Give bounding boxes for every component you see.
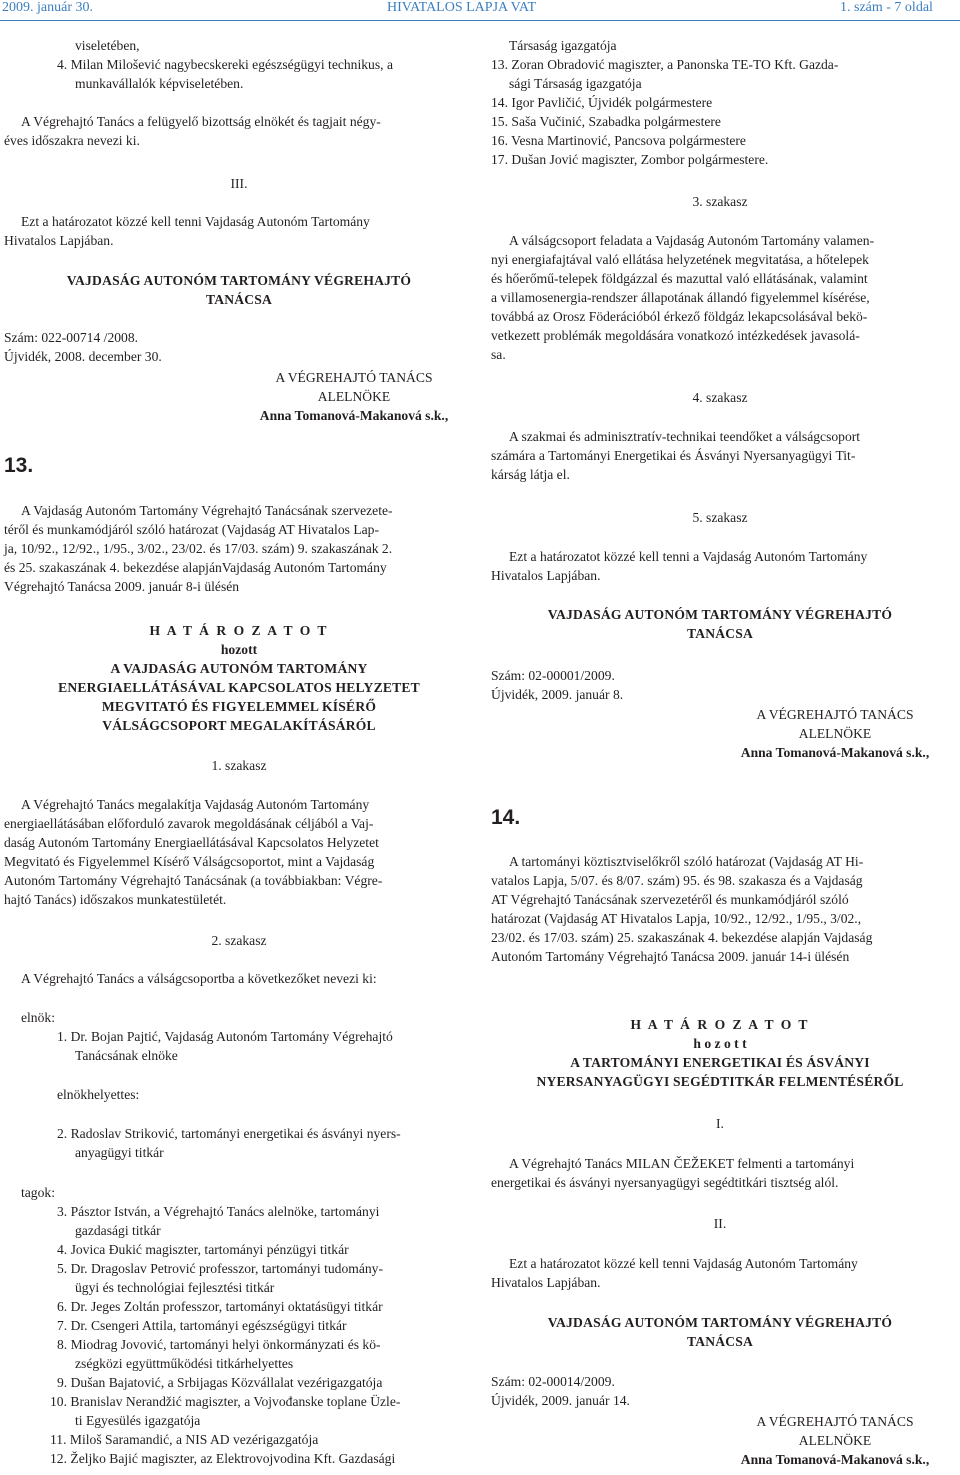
text-line: Hivatalos Lapjában. — [491, 568, 601, 583]
section-heading: 3. szakasz — [692, 194, 748, 209]
running-header — [0, 0, 960, 20]
issuer-name: TANÁCSA — [205, 292, 273, 307]
text-line: és hőerőmű-telepek földgázzal és mazuttal való ellátásának, valamint — [491, 271, 868, 286]
member-item: 12. Željko Bajić magiszter, az Elektrovojvodina Kft. Gazdasági — [50, 1451, 396, 1466]
signatory-title: A VÉGREHAJTÓ TANÁCS — [756, 1414, 914, 1429]
text-line: A Végrehajtó Tanács megalakítja Vajdaság Autonóm Tartomány — [21, 797, 370, 812]
issuer-name: VAJDASÁG AUTONÓM TARTOMÁNY VÉGREHAJTÓ — [547, 1315, 893, 1330]
role-label: elnökhelyettes: — [57, 1087, 140, 1102]
signatory-title: ALELNÖKE — [798, 726, 872, 741]
text-line: energetikai és ásványi nyersanyagügyi segédtitkári tisztség alól. — [491, 1175, 839, 1190]
member-item: zségközi együttműködési titkárhelyettes — [75, 1356, 294, 1371]
text-line: A Végrehajtó Tanács MILAN ČEŽEKET felmenti a tartományi — [509, 1156, 855, 1171]
section-heading: I. — [716, 1116, 724, 1131]
issuer-name: VAJDASÁG AUTONÓM TARTOMÁNY VÉGREHAJTÓ — [547, 607, 893, 622]
member-item: 6. Dr. Jeges Zoltán professzor, tartományi oktatásügyi titkár — [57, 1299, 383, 1314]
section-heading: 5. szakasz — [692, 510, 748, 525]
member-item: 8. Miodrag Jovović, tartományi helyi önkormányzati és kö- — [57, 1337, 381, 1352]
text-line: A Végrehajtó Tanács a felügyelő bizottság elnökét és tagjait négy- — [21, 114, 381, 129]
text-line: A tartományi köztisztviselőkről szóló határozat (Vajdaság AT Hi- — [509, 854, 864, 869]
member-item: gazdasági titkár — [75, 1223, 161, 1238]
decision-title: VÁLSÁGCSOPORT MEGALAKÍTÁSÁRÓL — [102, 718, 376, 733]
member-item: 13. Zoran Obradović magiszter, a Panonska TE-TO Kft. Gazda- — [491, 57, 839, 72]
text-line: 4. Milan Milošević nagybecskereki egészségügyi technikus, a — [57, 57, 393, 72]
text-line: a villamosenergia-rendszer állapotának állandó figyelemmel kísérése, — [491, 290, 870, 305]
item-number: 13. — [4, 454, 34, 477]
header-page-number: 1. szám - 7 oldal — [840, 0, 933, 15]
signatory-title: ALELNÖKE — [317, 389, 391, 404]
section-heading: II. — [713, 1216, 727, 1231]
reference-number: Szám: 022-00714 /2008. — [4, 330, 139, 345]
issuer-name: TANÁCSA — [686, 1334, 754, 1349]
text-line: munkavállalók képviseletében. — [75, 76, 244, 91]
reference-number: Szám: 02-00001/2009. — [491, 668, 615, 683]
member-item: 2. Radoslav Striković, tartományi energetikai és ásványi nyers- — [57, 1126, 401, 1141]
section-heading: 4. szakasz — [692, 390, 748, 405]
member-item: 17. Dušan Jović magiszter, Zombor polgármestere. — [491, 152, 769, 167]
reference-number: Szám: 02-00014/2009. — [491, 1374, 615, 1389]
decision-title: A TARTOMÁNYI ENERGETIKAI ÉS ÁSVÁNYI — [570, 1055, 870, 1070]
decision-subheading: h o z o t t — [693, 1036, 747, 1051]
signatory-title: A VÉGREHAJTÓ TANÁCS — [756, 707, 914, 722]
decision-heading: H A T Á R O Z A T O T — [149, 623, 329, 638]
member-item: ügyi és technológiai fejlesztési titkár — [75, 1280, 275, 1295]
section-heading: III. — [230, 176, 248, 191]
text-line: 23/02. és 17/03. szám) 25. szakaszának 4. bekezdése alapján Vajdaság — [491, 930, 873, 945]
text-line: Megvitató és Figyelemmel Kísérő Válságcsoportot, mint a Vajdaság — [4, 854, 375, 869]
text-line: A Vajdaság Autonóm Tartomány Végrehajtó Tanácsának szervezete- — [21, 503, 393, 518]
member-item: 16. Vesna Martinović, Pancsova polgármestere — [491, 133, 746, 148]
member-item: Társaság igazgatója — [509, 38, 617, 53]
text-line: továbbá az Orosz Föderációból érkező földgáz lekapcsolásával bekö- — [491, 309, 868, 324]
member-item: anyagügyi titkár — [75, 1145, 164, 1160]
text-line: energiaellátásában előforduló zavarok megoldásának céljából a Vaj- — [4, 816, 374, 831]
header-rule — [0, 20, 960, 21]
text-line: Ezt a határozatot közzé kell tenni a Vajdaság Autonóm Tartomány — [509, 549, 868, 564]
header-date: 2009. január 30. — [2, 0, 93, 15]
text-line: ja, 10/92., 12/92., 1/95., 3/02., 23/02. és 17/03. szám) 9. szakaszának 2. — [4, 541, 393, 556]
member-item: 3. Pásztor István, a Végrehajtó Tanács alelnöke, tartományi — [57, 1204, 380, 1219]
issuer-name: TANÁCSA — [686, 626, 754, 641]
text-line: vetkezett problémák megoldására vonatkozó intézkedések javasolá- — [491, 328, 860, 343]
section-heading: 1. szakasz — [211, 758, 267, 773]
text-line: A válságcsoport feladata a Vajdaság Autonóm Tartomány valamen- — [509, 233, 875, 248]
text-line: sa. — [491, 347, 506, 362]
header-publication: HIVATALOS LAPJA VAT — [387, 0, 537, 15]
text-line: AT Végrehajtó Tanácsának szervezetéről és munkamódjáról szóló — [491, 892, 849, 907]
place-date: Újvidék, 2009. január 14. — [491, 1393, 630, 1408]
text-line: hajtó Tanács) időszakos munkatestületét. — [4, 892, 227, 907]
member-item: 14. Igor Pavličić, Újvidék polgármestere — [491, 95, 713, 110]
text-line: A szakmai és adminisztratív-technikai teendőket a válságcsoport — [509, 429, 861, 444]
member-item: 11. Miloš Saramandić, a NIS AD vezérigazgatója — [50, 1432, 319, 1447]
decision-title: ENERGIAELLÁTÁSÁVAL KAPCSOLATOS HELYZETET — [58, 680, 420, 695]
text-line: Hivatalos Lapjában. — [4, 233, 114, 248]
member-item: ti Egyesülés igazgatója — [75, 1413, 201, 1428]
text-line: Végrehajtó Tanácsa 2009. január 8-i ülésén — [4, 579, 240, 594]
section-heading: 2. szakasz — [211, 933, 267, 948]
text-line: kárság látja el. — [491, 467, 570, 482]
decision-title: NYERSANYAGÜGYI SEGÉDTITKÁR FELMENTÉSÉRŐL — [536, 1074, 904, 1089]
text-line: vatalos Lapja, 5/07. és 8/07. szám) 95. és 98. szakasza és a Vajdaság — [491, 873, 863, 888]
text-line: Ezt a határozatot közzé kell tenni Vajdaság Autonóm Tartomány — [509, 1256, 858, 1271]
signatory-title: ALELNÖKE — [798, 1433, 872, 1448]
member-item: 7. Dr. Csengeri Attila, tartományi egészségügyi titkár — [57, 1318, 347, 1333]
member-item: 9. Dušan Bajatović, a Srbijagas Közvállalat vezérigazgatója — [57, 1375, 383, 1390]
member-item: 1. Dr. Bojan Pajtić, Vajdaság Autonóm Tartomány Végrehajtó — [57, 1029, 393, 1044]
text-line: daság Autonóm Tartomány Energiaellátásával Kapcsolatos Helyzetet — [4, 835, 379, 850]
text-line: viseletében, — [75, 38, 140, 53]
decision-title: MEGVITATÓ ÉS FIGYELEMMEL KÍSÉRŐ — [101, 699, 377, 714]
decision-heading: H A T Á R O Z A T O T — [630, 1017, 810, 1032]
place-date: Újvidék, 2009. január 8. — [491, 687, 624, 702]
member-item: 10. Branislav Nerandžić magiszter, a Vojvođanske toplane Üzle- — [50, 1394, 401, 1409]
text-line: Autonóm Tartomány Végrehajtó Tanácsának (a továbbiakban: Végre- — [4, 873, 383, 888]
text-line: éves időszakra nevezi ki. — [4, 133, 140, 148]
text-line: Ezt a határozatot közzé kell tenni Vajdaság Autonóm Tartomány — [21, 214, 370, 229]
member-item: sági Társaság igazgatója — [509, 76, 642, 91]
member-item: 15. Saša Vučinić, Szabadka polgármestere — [491, 114, 721, 129]
decision-title: A VAJDASÁG AUTONÓM TARTOMÁNY — [110, 661, 368, 676]
role-label: elnök: — [21, 1010, 55, 1025]
signatory-name: Anna Tomanová-Makanová s.k., — [740, 1452, 930, 1467]
role-label: tagok: — [21, 1185, 55, 1200]
signatory-name: Anna Tomanová-Makanová s.k., — [259, 408, 449, 423]
text-line: és 25. szakaszának 4. bekezdése alapjánVajdaság Autonóm Tartomány — [4, 560, 387, 575]
text-line: számára a Tartományi Energetikai és Ásványi Nyersanyagügyi Tit- — [491, 448, 856, 463]
text-line: nyi energiafajtával való ellátása helyzetének megvitatása, a hőtelepek — [491, 252, 869, 267]
item-number: 14. — [491, 806, 521, 829]
text-line: A Végrehajtó Tanács a válságcsoportba a következőket nevezi ki: — [21, 971, 377, 986]
member-item: Tanácsának elnöke — [75, 1048, 178, 1063]
issuer-name: VAJDASÁG AUTONÓM TARTOMÁNY VÉGREHAJTÓ — [66, 273, 412, 288]
place-date: Újvidék, 2008. december 30. — [4, 349, 162, 364]
text-line: határozat (Vajdaság AT Hivatalos Lapja, 10/92., 12/92., 1/95., 3/02., — [491, 911, 862, 926]
decision-subheading: hozott — [220, 642, 258, 657]
signatory-title: A VÉGREHAJTÓ TANÁCS — [275, 370, 433, 385]
text-line: téről és munkamódjáról szóló határozat (Vajdaság AT Hivatalos Lap- — [4, 522, 379, 537]
text-line: Autonóm Tartomány Végrehajtó Tanácsa 2009. január 14-i ülésén — [491, 949, 850, 964]
member-item: 4. Jovica Ðukić magiszter, tartományi pénzügyi titkár — [57, 1242, 349, 1257]
member-item: 5. Dr. Dragoslav Petrović professzor, tartományi tudomány- — [57, 1261, 384, 1276]
text-line: Hivatalos Lapjában. — [491, 1275, 601, 1290]
signatory-name: Anna Tomanová-Makanová s.k., — [740, 745, 930, 760]
